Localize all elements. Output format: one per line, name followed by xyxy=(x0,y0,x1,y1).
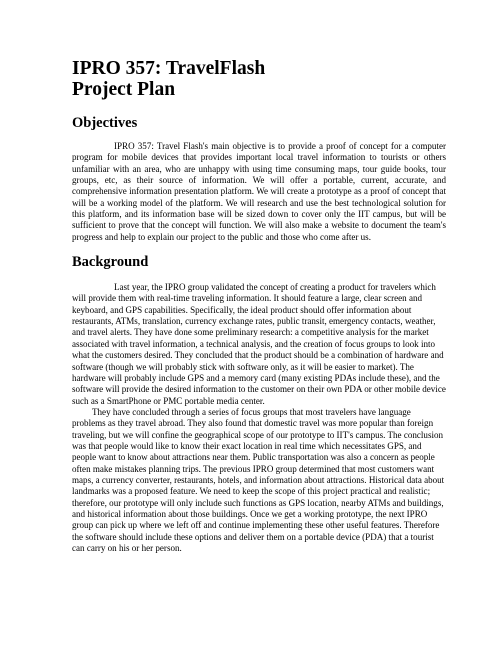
title-line-1: IPRO 357: TravelFlash xyxy=(72,58,266,79)
objectives-heading: Objectives xyxy=(72,115,138,131)
background-paragraph-2: They have concluded through a series of focus groups that most travelers have language problems as they travel abroad. They also found that domestic travel was more popular than foreign traveling, but we will confine the geographical scope of our prototype to IIT's campus. The conclusion was that people would like to know their exact location in real time which necessitates GPS, and people want to know about attractions near them. Public transportation was also a concern as people often make mistakes planning trips. The previous IPRO group determined that most customers want maps, a currency converter, restaurants, hotels, and information about attractions. Historical data about landmarks was a proposed feature. We need to keep the scope of this project practical and realistic; therefore, our prototype will only include such functions as GPS location, nearby ATMs and buildings, and historical information about those buildings. Once we get a working prototype, the next IPRO group can pick up where we left off and continue implementing these other useful features. Therefore the software should include these options and deliver them on a portable device (PDA) that a tourist can carry on his or her person. xyxy=(72,406,445,553)
document-title xyxy=(72,58,446,100)
title-line-2: Project Plan xyxy=(72,79,176,100)
objectives-paragraph: IPRO 357: Travel Flash's main objective is to provide a proof of concept for a computer program for mobile devices that provides important local travel information to tourists or others unfamiliar with an area, who are unhappy with using time consuming maps, tour guide books, tour groups, etc, as their source of information. We will offer a portable, current, accurate, and comprehensive information presentation platform. We will create a prototype as a proof of concept that will be a working model of the platform. We will research and use the best technological solution for this platform, and its information base will be sized down to cover only the IIT campus, but will be sufficient to prove that the concept will function. We will also make a website to document the team's progress and help to explain our project to the public and those who come after us. xyxy=(72,141,446,242)
background-heading: Background xyxy=(72,254,149,271)
background-paragraph-1: Last year, the IPRO group validated the concept of creating a product for travelers which will provide them with real-time traveling information. It should feature a large, clear screen and keyboard, and GPS capabilities. Specifically, the ideal product should offer information about restaurants, ATMs, translation, currency exchange rates, public transit, emergency contacts, weather, and travel alerts. They have done some preliminary research: a competitive analysis for the market associated with travel information, a technical analysis, and the creation of focus groups to look into what the customers desired. They concluded that the product should be a combination of hardware and software (though we will probably stick with software only, as it will be easier to market). The hardware will probably include GPS and a memory card (many existing PDAs include these), and the software will provide the desired information to the customer on their own PDA or other mobile device such as a SmartPhone or PMC portable media center. xyxy=(72,282,446,406)
document-page xyxy=(72,58,446,554)
